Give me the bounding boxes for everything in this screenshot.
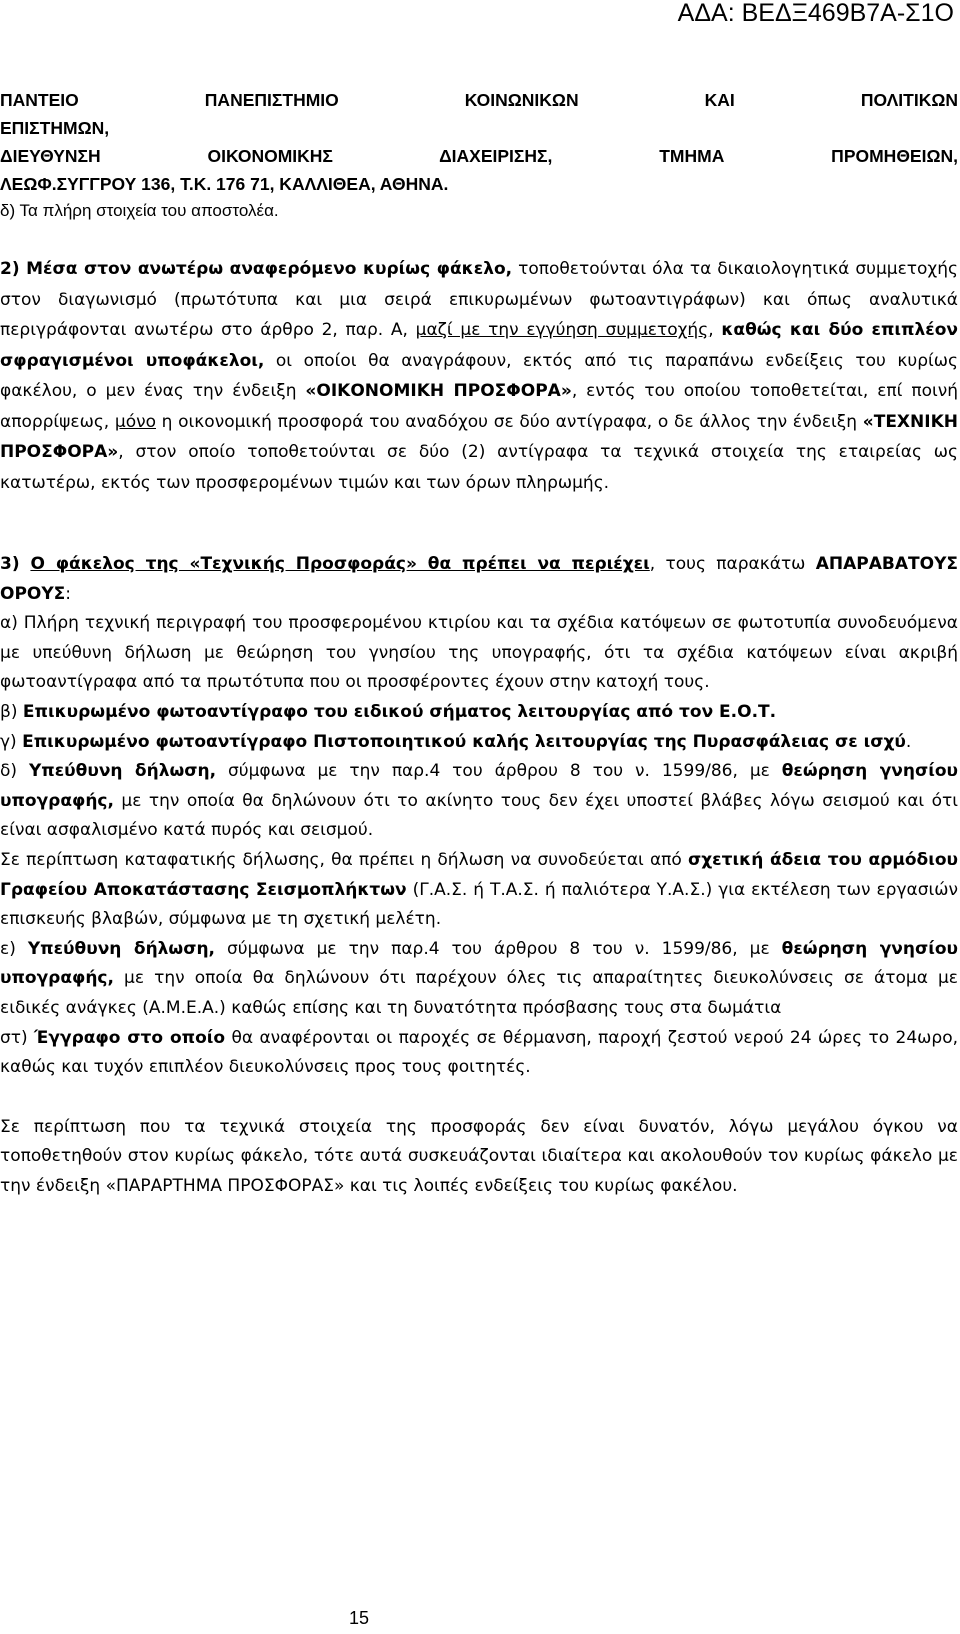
paragraph-technical-offer: 3) Ο φάκελος της «Τεχνικής Προσφοράς» θα πρέπει να περιέχει, τους παρακάτω ΑΠΑΡΑΒΑΤΟΥΣ ΟΡΟΥΣ: <box>0 554 958 604</box>
document-page <box>0 86 958 1201</box>
addressee-line: ΠΑΝΤΕΙΟ ΠΑΝΕΠΙΣΤΗΜΙΟ ΚΟΙΝΩΝΙΚΩΝ ΚΑΙ ΠΟΛΙΤΙΚΩΝ <box>0 90 958 110</box>
list-item-st: στ) Έγγραφο στο οποίο θα αναφέρονται οι παροχές σε θέρμανση, παροχή ζεστού νερού 24 ώρες το 24ωρο, καθώς και τυχόν επιπλέον διευκολύνσεις προς τους φοιτητές. <box>0 1027 959 1078</box>
addressee-block <box>0 86 958 198</box>
paragraph-main-envelope: 2) Μέσα στον ανωτέρω αναφερόμενο κυρίως φάκελο, τοποθετούνται όλα τα δικαιολογητικά συμμετοχής στον διαγωνισμό (πρωτότυπα και μια σειρά επικυρωμένων φωτοαντιγράφων) και όπως αναλυτικά περιγράφονται ανωτέρω στο άρθρο 2, παρ. Α, μαζί με την εγγύηση συμμετοχής, καθώς και δύο επιπλέον σφραγισμένοι υποφάκελοι, οι οποίοι θα αναγράφουν, εκτός από τις παραπάνω ενδείξεις του κυρίως φακέλου, ο μεν ένας την ένδειξη «ΟΙΚΟΝΟΜΙΚΗ ΠΡΟΣΦΟΡΑ», εντός του οποίου τοποθετείται, επί ποινή απορρίψεως, μόνο η οικονομική προσφορά του αναδόχου σε δύο αντίγραφα, ο δε άλλος την ένδειξη «ΤΕΧΝΙΚΗ ΠΡΟΣΦΟΡΑ», στον οποίο τοποθετούνται σε δύο (2) αντίγραφα τα τεχνικά στοιχεία της εταιρείας ως κατωτέρω, εκτός των προσφερομένων τιμών και των όρων πληρωμής. <box>0 259 958 493</box>
underlined-text: μόνο <box>114 411 156 432</box>
list-item-e: ε) Υπεύθυνη δήλωση, σύμφωνα με την παρ.4 του άρθρου 8 του ν. 1599/86, με θεώρηση γνησίου υπογραφής, με την οποία θα δηλώνουν ότι παρέχουν όλες τις απαραίτητες διευκολύνσεις σε άτομα με ειδικές ανάγκες (Α.Μ.Ε.Α.) καθώς επίσης και τη δυνατότητα πρόσβασης τους στα δωμάτια <box>0 938 958 1018</box>
financial-offer-label: «ΟΙΚΟΝΟΜΙΚΗ ΠΡΟΣΦΟΡΑ» <box>305 381 572 401</box>
list-item-d-note: Σε περίπτωση καταφατικής δήλωσης, θα πρέπει η δήλωση να συνοδεύεται από σχετική άδεια του αρμόδιου Γραφείου Αποκατάστασης Σεισμοπλήκτων (Γ.Α.Σ. ή Τ.Α.Σ. ή παλιότερα Υ.Α.Σ.) για εκτέλεση των εργασιών επισκευής βλαβών, σύμφωνα με τη σχετική μελέτη. <box>0 849 958 930</box>
sender-details-item: δ) Τα πλήρη στοιχεία του αποστολέα. <box>0 201 279 220</box>
list-item-b: β) Επικυρωμένο φωτοαντίγραφο του ειδικού σήματος λειτουργίας από τον Ε.Ο.Τ. <box>0 701 777 722</box>
ada-code: ΑΔΑ: ΒΕΔΞ469Β7Α-Σ1Ο <box>677 0 954 27</box>
list-item-a: α) Πλήρη τεχνική περιγραφή του προσφερομένου κτιρίου και τα σχέδια κατόψεων σε φωτοτυπία συνοδευόμενα με υπεύθυνη δήλωση με θεώρηση του γνησίου της υπογραφής, ότι τα σχέδια κατόψεων είναι ακριβή φωτοαντίγραφα από τα πρωτότυπα που οι προσφέροντες έχουν στην κατοχή τους. <box>0 613 958 693</box>
addressee-line: ΕΠΙΣΤΗΜΩΝ, <box>0 118 110 138</box>
closing-paragraph: Σε περίπτωση που τα τεχνικά στοιχεία της προσφοράς δεν είναι δυνατόν, λόγω μεγάλου όγκου να τοποθετηθούν στον κυρίως φάκελο, τότε αυτά συσκευάζονται ιδιαίτερα και ακολουθούν τον κυρίως φάκελο με την ένδειξη «ΠΑΡΑΡΤΗΜΑ ΠΡΟΣΦΟΡΑΣ» και τις λοιπές ενδείξεις του κυρίως φακέλου. <box>0 1116 958 1196</box>
addressee-line: ΔΙΕΥΘΥΝΣΗ ΟΙΚΟΝΟΜΙΚΗΣ ΔΙΑΧΕΙΡΙΣΗΣ, ΤΜΗΜΑ ΠΡΟΜΗΘΕΙΩΝ, <box>0 146 958 166</box>
list-item-d: δ) Υπεύθυνη δήλωση, σύμφωνα με την παρ.4 του άρθρου 8 του ν. 1599/86, με θεώρηση γνησίου υπογραφής, με την οποία θα δηλώνουν ότι το ακίνητο τους δεν έχει υποστεί βλάβες λόγω σεισμού και ότι είναι ασφαλισμένο κατά πυρός και σεισμού. <box>0 761 958 841</box>
technical-offer-label: «ΤΕΧΝΙΚΗ ΠΡΟΣΦΟΡΑ» <box>0 411 958 462</box>
section-title: Ο φάκελος της «Τεχνικής Προσφοράς» θα πρέπει να περιέχει <box>30 554 650 574</box>
addressee-line: ΛΕΩΦ.ΣΥΓΓΡΟΥ 136, Τ.Κ. 176 71, ΚΑΛΛΙΘΕΑ, ΑΘΗΝΑ. <box>0 174 449 194</box>
underlined-text: μαζί με την εγγύηση συμμετοχής <box>415 320 709 340</box>
paragraph-lead: 2) Μέσα στον ανωτέρω αναφερόμενο κυρίως φάκελο, <box>0 259 513 279</box>
list-item-c: γ) Επικυρωμένο φωτοαντίγραφο Πιστοποιητικού καλής λειτουργίας της Πυρασφάλειας σε ισχύ. <box>0 731 912 752</box>
page-number: 15 <box>348 1608 370 1628</box>
